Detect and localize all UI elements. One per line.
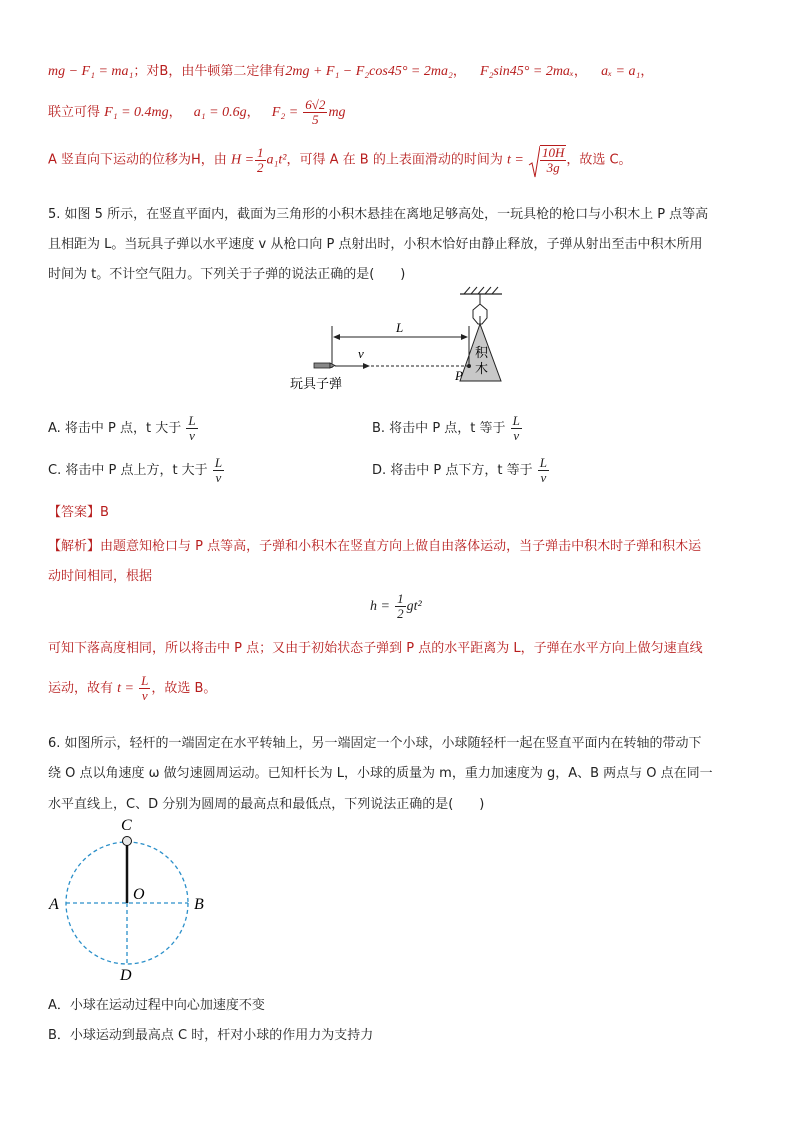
q5-analysis-line-4 [48,674,216,703]
comma: ， [452,64,466,79]
q5-analysis-line-1: 【解析】由题意知枪口与 P 点等高，子弹和小积木在竖直方向上做自由落体运动，当子弹击中积木时子弹和积木运 [48,539,702,554]
q5-figure [280,284,510,412]
label-a: A [49,896,59,913]
label-d: D [120,967,132,984]
fraction-den: 2 [397,606,404,621]
label-p: P [455,368,463,383]
label-c: C [121,817,132,834]
equation-newton-b: 2mg + F₁ − F₂cos45° = 2ma₂ [285,64,453,79]
fraction-l-over-v [186,414,197,443]
fraction-l-over-v [538,456,549,485]
q6-figure [44,814,224,986]
block-label-1: 积 [475,345,489,360]
fraction-num: 1 [397,591,404,606]
fraction-sqrt [540,145,566,175]
fraction-f2 [303,98,327,127]
analysis-text-a: 运动，故有 [48,681,114,696]
label-v: v [358,346,364,361]
q6-option-a[interactable]: A．小球在运动过程中向心加速度不变 [48,998,265,1013]
q6-stem-line-3: 水平直线上，C、D 分别为圆周的最高点和最低点，下列说法正确的是( ) [48,797,485,812]
equation-h-lhs: H = [230,152,255,168]
fraction-den: 5 [312,112,319,127]
lead-text: 联立可得 [48,105,101,120]
equation-horizontal: F₂sin45° = 2maₓ [480,64,574,79]
q5-formula [370,592,422,621]
fraction-l-over-v [213,456,224,485]
comma: ， [573,64,587,79]
fraction-half [395,592,406,621]
q6-stem-line-1: 6. 如图所示，轻杆的一端固定在水平转轴上，另一端固定一个小球，小球随轻杆一起在竖直平面内在转轴的带动下 [48,736,702,751]
fraction-num: L [539,455,547,470]
fraction-num: L [214,455,223,470]
analysis-t-lhs: t = [117,681,134,696]
velocity-arrowhead-icon [363,363,370,369]
label-o: O [133,886,145,903]
ball [123,837,132,846]
equation-f2-tail: mg [328,105,346,120]
option-text: A. 将击中 P 点，t 大于 [48,421,182,436]
fraction-den: v [540,470,547,485]
fraction-den: 2 [257,159,264,175]
option-text: B. 将击中 P 点，t 等于 [372,421,506,436]
fraction-den: v [215,470,222,485]
equation-f1: F₁ = 0.4mg [104,105,169,120]
equation-ax: aₓ = a₁ [601,64,641,79]
q6-stem-line-2: 绕 O 点以角速度 ω 做匀速圆周运动。已知杆长为 L，小球的质量为 m，重力加速度为 g，A、B 两点与 O 点在同一 [48,766,713,781]
q5-analysis-line-2: 动时间相同，根据 [48,569,153,584]
q5-option-c[interactable] [48,456,225,485]
formula-tail: gt² [406,599,422,614]
ceiling-hatch [464,287,498,294]
q5-stem-line-2: 且相距为 L。当玩具子弹以水平速度 v 从枪口向 P 点射出时，小积木恰好由静止释放，子弹从射出至击中积木所用 [48,237,703,252]
equation-a1-result: a₁ = 0.6g [193,105,247,120]
fraction-den: v [189,428,195,443]
label-b: B [194,896,204,913]
text-b: ，可得 A 在 B 的上表面滑动的时间为 [286,152,503,168]
solution-line-3 [48,145,632,175]
bullet-body [314,363,330,368]
q5-option-a[interactable] [48,414,199,443]
fraction-num: 1 [257,144,264,160]
comma: ， [168,105,182,120]
fraction-den: v [513,428,520,443]
fraction-half [255,146,266,175]
fraction-num: 10H [541,145,565,160]
equation-f2-lhs: F₂ = [271,105,299,120]
l-arrow-left-icon [333,334,340,340]
equation-t-lhs: t = [506,152,524,168]
option-text: C. 将击中 P 点上方，t 大于 [48,463,208,478]
formula-lhs: h = [370,599,390,614]
fraction-den: v [141,688,148,703]
equation-a1: mg − F₁ = ma₁ [48,64,134,79]
text-c: ，故选 C。 [566,152,632,168]
text-a: A 竖直向下运动的位移为H，由 [48,152,227,168]
text-for-b: ；对B，由牛顿第二定律有 [133,64,286,79]
label-bullet: 玩具子弹 [290,377,343,392]
solution-line-1 [48,60,653,80]
label-l: L [396,320,404,335]
q5-option-d[interactable] [372,456,550,485]
q5-answer: 【答案】B [48,505,109,520]
solution-line-2 [48,98,346,127]
fraction-l-over-v [139,674,150,703]
l-arrow-right-icon [461,334,468,340]
fraction-num: L [188,413,196,428]
fraction-l-over-v [511,414,522,443]
equation-h-tail: a₁t² [266,152,287,168]
fraction-num: 6√2 [305,97,326,112]
fraction-num: L [141,673,149,688]
analysis-text-b: ，故选 B。 [151,681,217,696]
q5-option-b[interactable] [372,414,523,443]
block-label-2: 木 [475,361,489,376]
fraction-num: L [512,413,520,428]
q6-option-b[interactable]: B．小球运动到最高点 C 时，杆对小球的作用力为支持力 [48,1028,374,1043]
fraction-den: 3g [546,160,560,175]
q5-stem-line-1: 5. 如图 5 所示，在竖直平面内，截面为三角形的小积木悬挂在离地足够高处，一玩具枪的枪口与小积木上 P 点等高 [48,207,709,222]
comma: ， [640,64,654,79]
q5-stem-line-3: 时间为 t。不计空气阻力。下列关于子弹的说法正确的是( ) [48,267,406,282]
q5-analysis-line-3: 可知下落高度相同，所以将击中 P 点；又由于初始状态子弹到 P 点的水平距离为 L，子弹在水平方向上做匀速直线 [48,641,703,656]
sqrt-fraction [528,145,566,175]
sqrt-sign-icon [528,145,540,179]
comma: ， [246,105,260,120]
option-text: D. 将击中 P 点下方，t 等于 [372,463,533,478]
